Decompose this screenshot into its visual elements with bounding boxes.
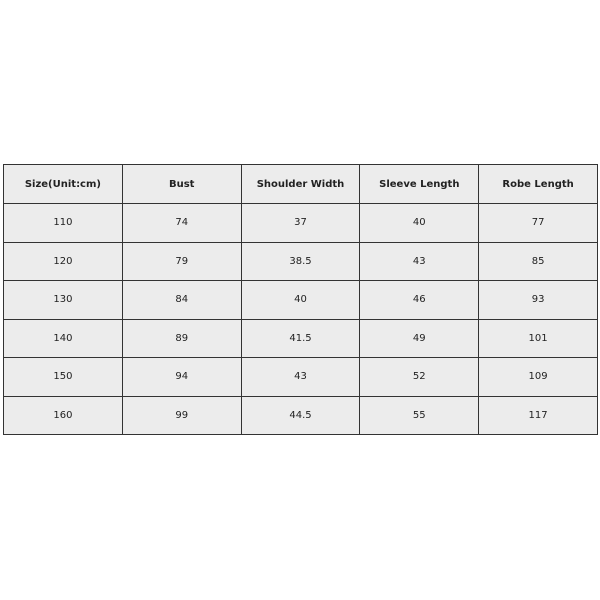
cell-bust: 79	[122, 242, 241, 281]
cell-shoulder-width: 37	[241, 204, 360, 243]
table-row	[4, 242, 598, 281]
cell-sleeve-length: 43	[360, 242, 479, 281]
cell-robe-length: 109	[479, 358, 598, 397]
cell-robe-length: 77	[479, 204, 598, 243]
cell-shoulder-width: 41.5	[241, 319, 360, 358]
cell-bust: 99	[122, 396, 241, 435]
cell-bust: 89	[122, 319, 241, 358]
cell-size: 160	[4, 396, 123, 435]
cell-size: 120	[4, 242, 123, 281]
cell-size: 110	[4, 204, 123, 243]
cell-shoulder-width: 44.5	[241, 396, 360, 435]
table-body	[4, 204, 598, 435]
cell-sleeve-length: 40	[360, 204, 479, 243]
cell-robe-length: 93	[479, 281, 598, 320]
cell-sleeve-length: 46	[360, 281, 479, 320]
header-size: Size(Unit:cm)	[4, 165, 123, 204]
cell-robe-length: 101	[479, 319, 598, 358]
header-sleeve-length: Sleeve Length	[360, 165, 479, 204]
cell-shoulder-width: 38.5	[241, 242, 360, 281]
cell-size: 140	[4, 319, 123, 358]
table-row	[4, 281, 598, 320]
cell-size: 150	[4, 358, 123, 397]
cell-shoulder-width: 43	[241, 358, 360, 397]
cell-shoulder-width: 40	[241, 281, 360, 320]
cell-size: 130	[4, 281, 123, 320]
cell-sleeve-length: 52	[360, 358, 479, 397]
table-row	[4, 358, 598, 397]
size-chart-table	[3, 164, 598, 435]
cell-bust: 94	[122, 358, 241, 397]
cell-sleeve-length: 55	[360, 396, 479, 435]
header-row	[4, 165, 598, 204]
header-shoulder-width: Shoulder Width	[241, 165, 360, 204]
table-header	[4, 165, 598, 204]
cell-bust: 84	[122, 281, 241, 320]
cell-sleeve-length: 49	[360, 319, 479, 358]
header-robe-length: Robe Length	[479, 165, 598, 204]
table-row	[4, 396, 598, 435]
header-bust: Bust	[122, 165, 241, 204]
table-row	[4, 204, 598, 243]
cell-bust: 74	[122, 204, 241, 243]
cell-robe-length: 85	[479, 242, 598, 281]
table-row	[4, 319, 598, 358]
cell-robe-length: 117	[479, 396, 598, 435]
